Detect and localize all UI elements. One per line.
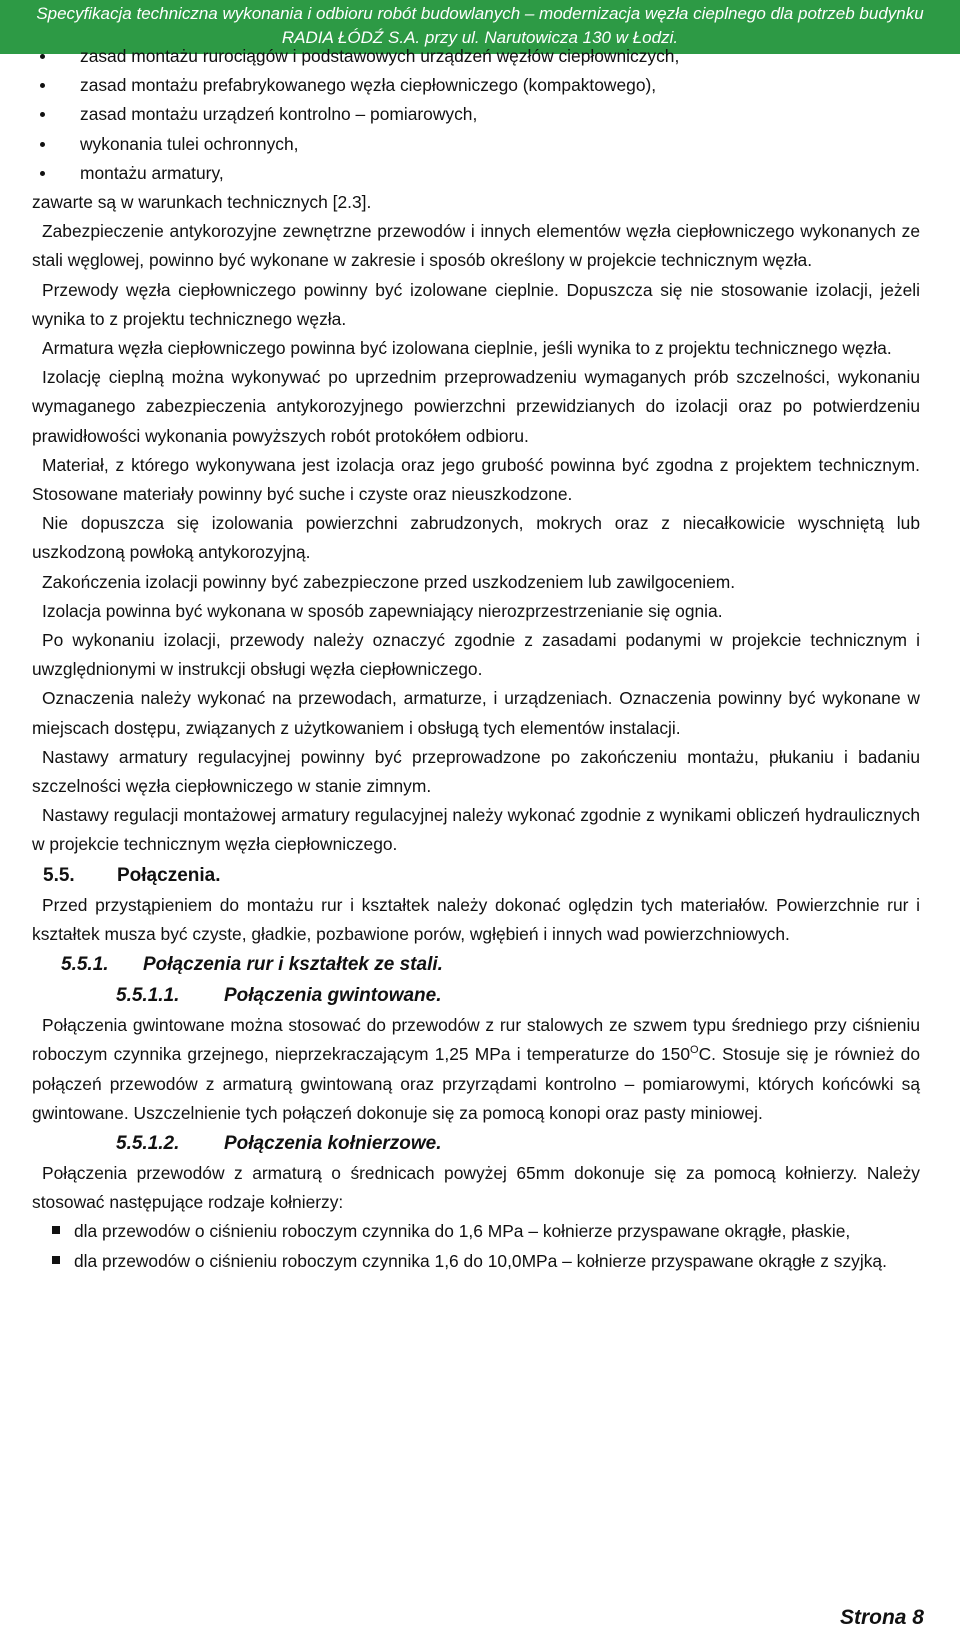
list-item: dla przewodów o ciśnieniu roboczym czynnika 1,6 do 10,0MPa – kołnierze przyspawane okrągłe z szyjką. <box>32 1247 920 1276</box>
paragraph: Przewody węzła ciepłowniczego powinny być izolowane cieplnie. Dopuszcza się nie stosowanie izolacji, jeżeli wynika to z projektu technicznego węzła. <box>32 279 920 329</box>
section-title: Połączenia. <box>117 864 221 886</box>
section-heading-5-5-1-1 <box>32 980 920 1011</box>
section-number: 5.5. <box>43 864 75 886</box>
paragraph: Nastawy regulacji montażowej armatury regulacyjnej należy wykonać zgodnie z wynikami obliczeń hydraulicznych w projekcie technicznym węzła ciepłowniczego. <box>32 805 920 855</box>
section-number: 5.5.1.2. <box>116 1132 180 1154</box>
paragraph: Połączenia przewodów z armaturą o średnicach powyżej 65mm dokonuje się za pomocą kołnierzy. Należy stosować następujące rodzaje kołnierzy: <box>32 1162 920 1213</box>
section-number: 5.5.1. <box>61 954 109 976</box>
header-line-2: RADIA ŁÓDŹ S.A. przy ul. Narutowicza 130 w Łodzi. <box>281 28 679 47</box>
document-body <box>32 42 920 1276</box>
paragraph: Izolację cieplną można wykonywać po uprzednim przeprowadzeniu wymaganych prób szczelności, wykonaniu wymaganego zabezpieczenia antykorozyjnego powierzchni przewidzianych do izolacji oraz po potwierdzeniu prawidłowości wykonania powyższych robót protokółem odbioru. <box>32 367 920 446</box>
header-line-1: Specyfikacja techniczna wykonania i odbioru robót budowlanych – modernizacja węzła cieplnego dla potrzeb budynku <box>36 4 924 23</box>
section-number: 5.5.1.1. <box>116 985 180 1007</box>
page-number: Strona 8 <box>839 1606 924 1629</box>
text-fragment: C. Stosuje się je również do połączeń przewodów z armaturą gwintowaną oraz przyrządami kontrolno – pomiarowymi, których końcówki są gwintowane. Uszczelnienie tych połączeń dokonuje się za pomocą konopi oraz pasty miniowej. <box>32 1044 920 1123</box>
section-heading-5-5-1-2 <box>32 1128 920 1159</box>
list-item: montażu armatury, <box>32 159 920 188</box>
paragraph: Nastawy armatury regulacyjnej powinny być przeprowadzone po zakończeniu montażu, płukaniu i badaniu szczelności węzła ciepłowniczego w stanie zimnym. <box>32 746 920 797</box>
paragraph: Po wykonaniu izolacji, przewody należy oznaczyć zgodnie z zasadami podanymi w projekcie technicznym i uwzględnionymi w instrukcji obsługi węzła ciepłowniczego. <box>32 630 920 680</box>
section-title: Połączenia kołnierzowe. <box>224 1132 442 1154</box>
paragraph: Nie dopuszcza się izolowania powierzchni zabrudzonych, mokrych oraz z niecałkowicie wyschniętą lub uszkodzoną powłoką antykorozyjną. <box>32 513 920 563</box>
conditions-paragraph: zawarte są w warunkach technicznych [2.3]. <box>32 192 372 213</box>
paragraph: Zabezpieczenie antykorozyjne zewnętrzne przewodów i innych elementów węzła ciepłowniczego wykonanych ze stali węglowej, powinno być wykonane w zakresie i sposób określony w projekcie technicznym węzła. <box>32 221 920 271</box>
list-item: zasad montażu rurociągów i podstawowych urządzeń węzłów ciepłowniczych, <box>32 42 920 71</box>
list-item: zasad montażu prefabrykowanego węzła ciepłowniczego (kompaktowego), <box>32 71 920 100</box>
section-title: Połączenia rur i kształtek ze stali. <box>143 954 443 976</box>
list-item: dla przewodów o ciśnieniu roboczym czynnika do 1,6 MPa – kołnierze przyspawane okrągłe, płaskie, <box>32 1217 920 1246</box>
list-item: wykonania tulei ochronnych, <box>32 130 920 159</box>
paragraph: Oznaczenia należy wykonać na przewodach, armaturze, i urządzeniach. Oznaczenia powinny być wykonane w miejscach dostępu, związanych z użytkowaniem i obsługą tych elementów instalacji. <box>32 688 920 738</box>
superscript: O <box>690 1044 699 1057</box>
paragraph: Izolacja powinna być wykonana w sposób zapewniający nierozprzestrzenianie się ognia. <box>42 600 723 621</box>
section-heading-5-5-1 <box>32 949 920 980</box>
paragraph: Materiał, z którego wykonywana jest izolacja oraz jego grubość powinna być zgodna z projektem technicznym. Stosowane materiały powinny być suche i czyste oraz nieuszkodzone. <box>32 454 920 505</box>
section-heading-5-5 <box>32 860 920 891</box>
paragraph: Przed przystąpieniem do montażu rur i kształtek należy dokonać oględzin tych materiałów. Powierzchnie rur i kształtek musza być czyste, gładkie, pozbawione porów, wgłębień i innych wad powierzchniowych. <box>32 894 920 944</box>
paragraph: Armatura węzła ciepłowniczego powinna być izolowana cieplnie, jeśli wynika to z projektu technicznego węzła. <box>42 338 892 359</box>
paragraph: Zakończenia izolacji powinny być zabezpieczone przed uszkodzeniem lub zawilgoceniem. <box>42 571 736 592</box>
scope-bullet-list <box>32 42 920 188</box>
flange-type-list <box>32 1217 920 1275</box>
text-fragment: Połączenia gwintowane można stosować do przewodów z rur stalowych ze szwem typu średniego przy ciśnieniu roboczym czynnika grzejnego, nieprzekraczającym 1,25 MPa i temperaturze do 150 <box>32 1015 920 1065</box>
paragraph <box>32 1011 920 1128</box>
list-item: zasad montażu urządzeń kontrolno – pomiarowych, <box>32 100 920 129</box>
section-title: Połączenia gwintowane. <box>224 985 442 1007</box>
